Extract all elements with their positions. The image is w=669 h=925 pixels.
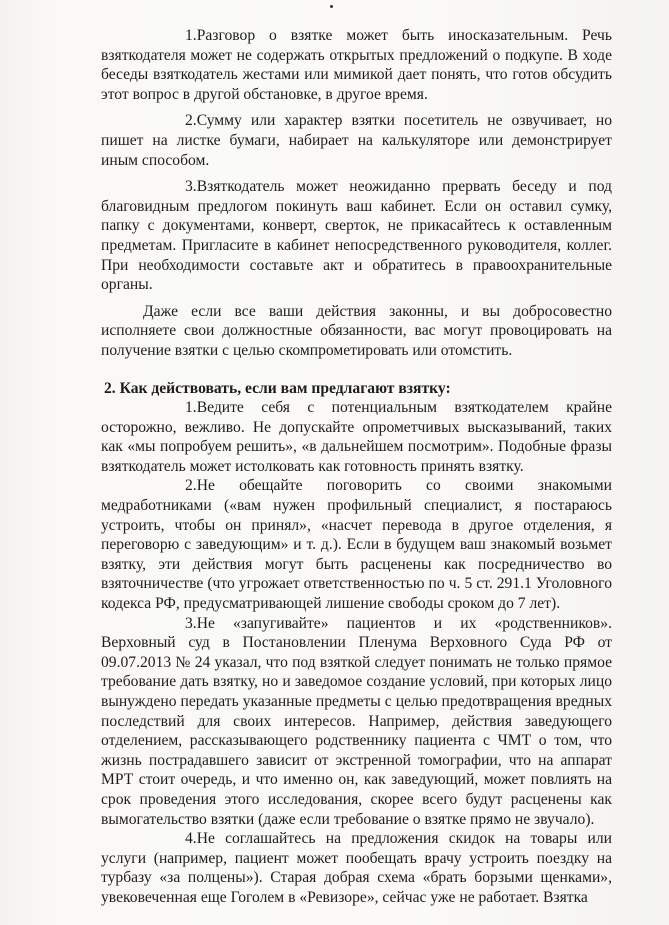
section-item-3 <box>101 614 612 830</box>
intro-item-2 <box>101 111 612 170</box>
item-number: 2. <box>185 477 197 495</box>
section-item-4 <box>101 829 612 907</box>
closing-paragraph: Даже если все ваши действия законны, и вы добросовестно исполняете свои должностные обязанности, вас могут провоцировать на получение взятки с целью скомпрометировать или отомстить. <box>101 302 612 359</box>
item-number: 3. <box>185 178 197 196</box>
document-body <box>101 26 612 908</box>
item-number: 4. <box>185 830 197 848</box>
item-text: Взяткодатель может неожиданно прервать беседу и под благовидным предлогом покинуть ваш кабинет. Если он оставил сумку, папку с документами, конверт, сверток, не прикасайтесь к оставленным предметам. Пригласите в кабинет непосредственного руководителя, коллег. При необходимости составьте акт и обратитесь в правоохранительные органы. <box>101 178 612 294</box>
item-text: Разговор о взятке может быть иносказательным. Речь взяткодателя может не содержать открытых предложений о подкупе. В ходе беседы взяткодатель жестами или мимикой дает понять, что готов обсудить этот вопрос в другой обстановке, в другое время. <box>101 27 612 103</box>
section-heading: 2. Как действовать, если вам предлагают взятку: <box>104 379 451 397</box>
item-text: Ведите себя с потенциальным взяткодателем крайне осторожно, вежливо. Не допускайте опрометчивых высказываний, таких как «мы попробуем решить», «в дальнейшем посмотрим». Подобные фразы взяткодатель может истолковать как готовность принять взятку. <box>101 399 612 475</box>
section-item-1 <box>101 398 612 476</box>
item-text: Не «запугивайте» пациентов и их «родственников». Верховный суд в Постановлении Пленума Верховного Суда РФ от 09.07.2013 № 24 указал, что под взяткой следует понимать не только прямое требование дать взятку, но и заведомое создание условий, при которых лицо вынуждено передать указанные предметы с целью предотвращения вредных последствий для своих интересов. Например, действия заведующего отделением, рассказывающего родственнику пациента с ЧМТ о том, что жизнь пострадавшего зависит от экстренной томографии, что на аппарат МРТ стоит очередь, и что именно он, как заведующий, может повлиять на срок проведения этого исследования, скорее всего будут расценены как вымогательство взятки (даже если требование о взятке прямо не звучало). <box>101 614 612 828</box>
item-number: 1. <box>185 27 197 44</box>
item-number: 1. <box>185 399 197 417</box>
item-text: Сумму или характер взятки посетитель не озвучивает, но пишет на листке бумаги, набирает на калькуляторе или демонстрирует иным способом. <box>101 112 612 169</box>
section-item-2 <box>101 476 612 613</box>
scan-speck <box>330 5 333 8</box>
item-text: Не соглашайтесь на предложения скидок на товары или услуги (например, пациент может пообещать врачу устроить поездку на турбазу «за полцены»). Старая добрая схема «брать борзыми щенками», увековеченная еще Гоголем в «Ревизоре», сейчас уже не работает. Взятка <box>101 830 612 906</box>
item-number: 2. <box>185 112 197 130</box>
item-number: 3. <box>185 614 197 632</box>
item-text: Не обещайте поговорить со своими знакомыми медработниками («вам нужен профильный специалист, я постараюсь устроить, чтобы он принял», «насчет перевода в другое отделения, я переговорю с заведующим» и т. д.). Если в будущем ваш знакомый возьмет взятку, эти действия могут быть расценены как посредничество во взяточничестве (что угрожает ответственностью по ч. 5 ст. 291.1 Уголовного кодекса РФ, предусматривающей лишение свободы сроком до 7 лет). <box>101 477 612 613</box>
intro-item-1 <box>101 26 612 104</box>
intro-item-3 <box>101 177 612 295</box>
